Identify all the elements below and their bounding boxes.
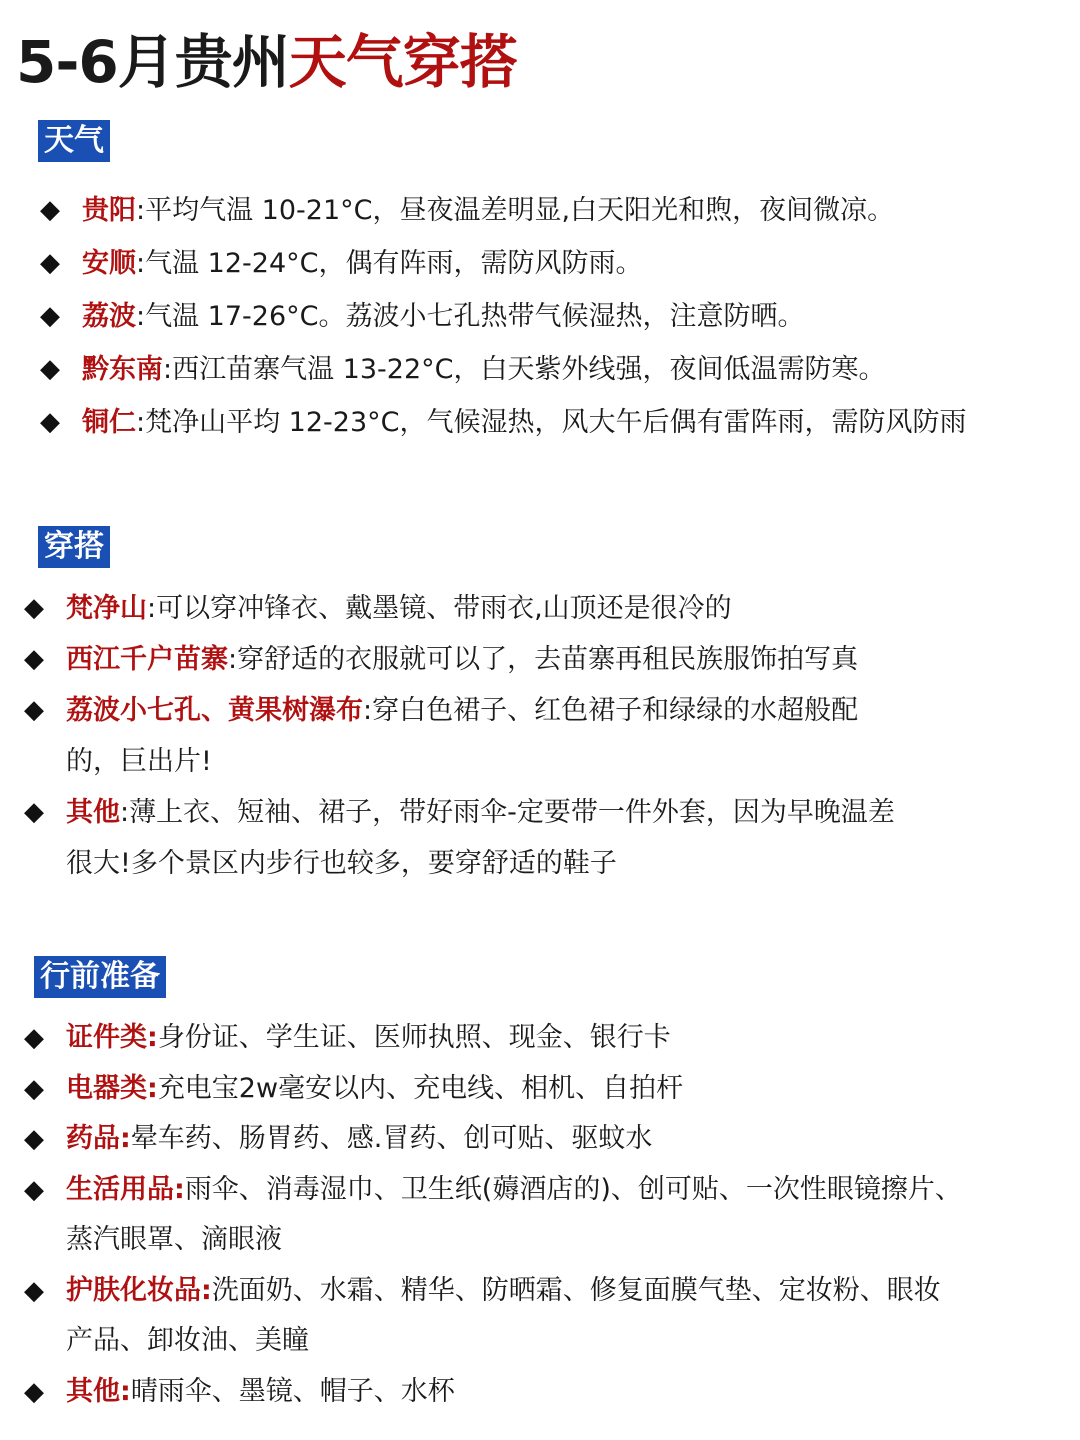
diamond-bullet-icon: ◆ bbox=[24, 1124, 44, 1154]
list-item bbox=[24, 1367, 962, 1418]
list-item bbox=[24, 787, 895, 889]
item-text: :梵净山平均 12-23°C，气候湿热，风大午后偶有雷阵雨，需防风防雨 bbox=[136, 407, 967, 438]
item-continuation: 蒸汽眼罩、滴眼液 bbox=[66, 1224, 282, 1255]
item-text: :气温 12-24°C，偶有阵雨，需防风防雨。 bbox=[136, 248, 643, 279]
item-text: 身份证、学生证、医师执照、现金、银行卡 bbox=[157, 1022, 671, 1053]
list-item bbox=[24, 1165, 962, 1266]
diamond-bullet-icon: ◆ bbox=[24, 1376, 44, 1407]
item-text: :平均气温 10-21°C，昼夜温差明显,白天阳光和煦，夜间微凉。 bbox=[136, 195, 895, 226]
item-key: 护肤化妆品: bbox=[66, 1274, 212, 1306]
diamond-bullet-icon: ◆ bbox=[24, 695, 44, 725]
diamond-bullet-icon: ◆ bbox=[24, 644, 44, 674]
item-key: 其他: bbox=[66, 1375, 131, 1407]
page-title bbox=[16, 26, 517, 98]
outfit-list bbox=[24, 583, 895, 889]
item-key: 荔波 bbox=[82, 301, 136, 332]
item-text: 充电宝2w毫安以内、充电线、相机、自拍杆 bbox=[157, 1072, 684, 1104]
item-key: 西江千户苗寨 bbox=[66, 644, 228, 675]
item-continuation: 很大!多个景区内步行也较多，要穿舒适的鞋子 bbox=[66, 848, 617, 879]
prep-list bbox=[24, 1013, 962, 1417]
list-item bbox=[24, 1064, 962, 1115]
list-item bbox=[40, 343, 967, 396]
item-text: :可以穿冲锋衣、戴墨镜、带雨衣,山顶还是很冷的 bbox=[147, 593, 732, 624]
diamond-bullet-icon: ◆ bbox=[24, 797, 44, 827]
item-text: 洗面奶、水霜、精华、防晒霜、修复面膜气垫、定妆粉、眼妆 bbox=[211, 1274, 941, 1306]
list-item bbox=[40, 396, 967, 449]
item-key: 生活用品: bbox=[66, 1173, 185, 1205]
item-text: :薄上衣、短袖、裙子，带好雨伞-定要带一件外套，因为早晚温差 bbox=[120, 797, 895, 828]
list-item bbox=[24, 634, 895, 685]
title-part-1: 5-6月贵州 bbox=[16, 28, 289, 96]
diamond-bullet-icon: ◆ bbox=[40, 301, 60, 331]
diamond-bullet-icon: ◆ bbox=[40, 354, 60, 384]
item-text: :穿白色裙子、红色裙子和绿绿的水超般配 bbox=[363, 695, 859, 726]
list-item bbox=[40, 290, 967, 343]
item-key: 安顺 bbox=[82, 248, 136, 279]
item-key: 梵净山 bbox=[66, 593, 147, 624]
diamond-bullet-icon: ◆ bbox=[24, 593, 44, 623]
item-text: 雨伞、消毒湿巾、卫生纸(薅酒店的)、创可贴、一次性眼镜擦片、 bbox=[184, 1173, 962, 1205]
diamond-bullet-icon: ◆ bbox=[40, 407, 60, 437]
diamond-bullet-icon: ◆ bbox=[24, 1174, 44, 1205]
item-continuation: 的，巨出片! bbox=[66, 746, 212, 777]
section-heading-weather: 天气 bbox=[38, 120, 110, 162]
list-item bbox=[24, 685, 895, 787]
title-part-2: 天气穿搭 bbox=[288, 28, 517, 96]
list-item bbox=[24, 1013, 962, 1064]
list-item bbox=[24, 1114, 962, 1165]
item-key: 铜仁 bbox=[82, 407, 136, 438]
list-item bbox=[24, 1266, 962, 1367]
item-key: 证件类: bbox=[66, 1022, 158, 1053]
item-text: :气温 17-26°C。荔波小七孔热带气候湿热，注意防晒。 bbox=[136, 301, 805, 332]
list-item bbox=[24, 583, 895, 634]
item-key: 其他 bbox=[66, 797, 120, 828]
section-heading-prep: 行前准备 bbox=[34, 956, 166, 998]
item-key: 电器类: bbox=[66, 1072, 158, 1104]
item-continuation: 产品、卸妆油、美瞳 bbox=[66, 1325, 309, 1356]
diamond-bullet-icon: ◆ bbox=[24, 1023, 44, 1053]
diamond-bullet-icon: ◆ bbox=[24, 1275, 44, 1306]
item-key: 药品: bbox=[66, 1123, 131, 1154]
list-item bbox=[40, 184, 967, 237]
item-text: 晴雨伞、墨镜、帽子、水杯 bbox=[130, 1375, 455, 1407]
item-key: 黔东南 bbox=[82, 354, 163, 385]
diamond-bullet-icon: ◆ bbox=[40, 248, 60, 278]
diamond-bullet-icon: ◆ bbox=[24, 1073, 44, 1104]
list-item bbox=[40, 237, 967, 290]
item-text: :穿舒适的衣服就可以了，去苗寨再租民族服饰拍写真 bbox=[228, 644, 859, 675]
weather-list bbox=[40, 184, 967, 449]
item-text: 晕车药、肠胃药、感.冒药、创可贴、驱蚊水 bbox=[130, 1123, 653, 1154]
item-key: 荔波小七孔、黄果树瀑布 bbox=[66, 695, 363, 726]
diamond-bullet-icon: ◆ bbox=[40, 195, 60, 225]
item-key: 贵阳 bbox=[82, 195, 136, 226]
item-text: :西江苗寨气温 13-22°C，白天紫外线强，夜间低温需防寒。 bbox=[163, 354, 886, 385]
section-heading-outfit: 穿搭 bbox=[38, 526, 110, 568]
